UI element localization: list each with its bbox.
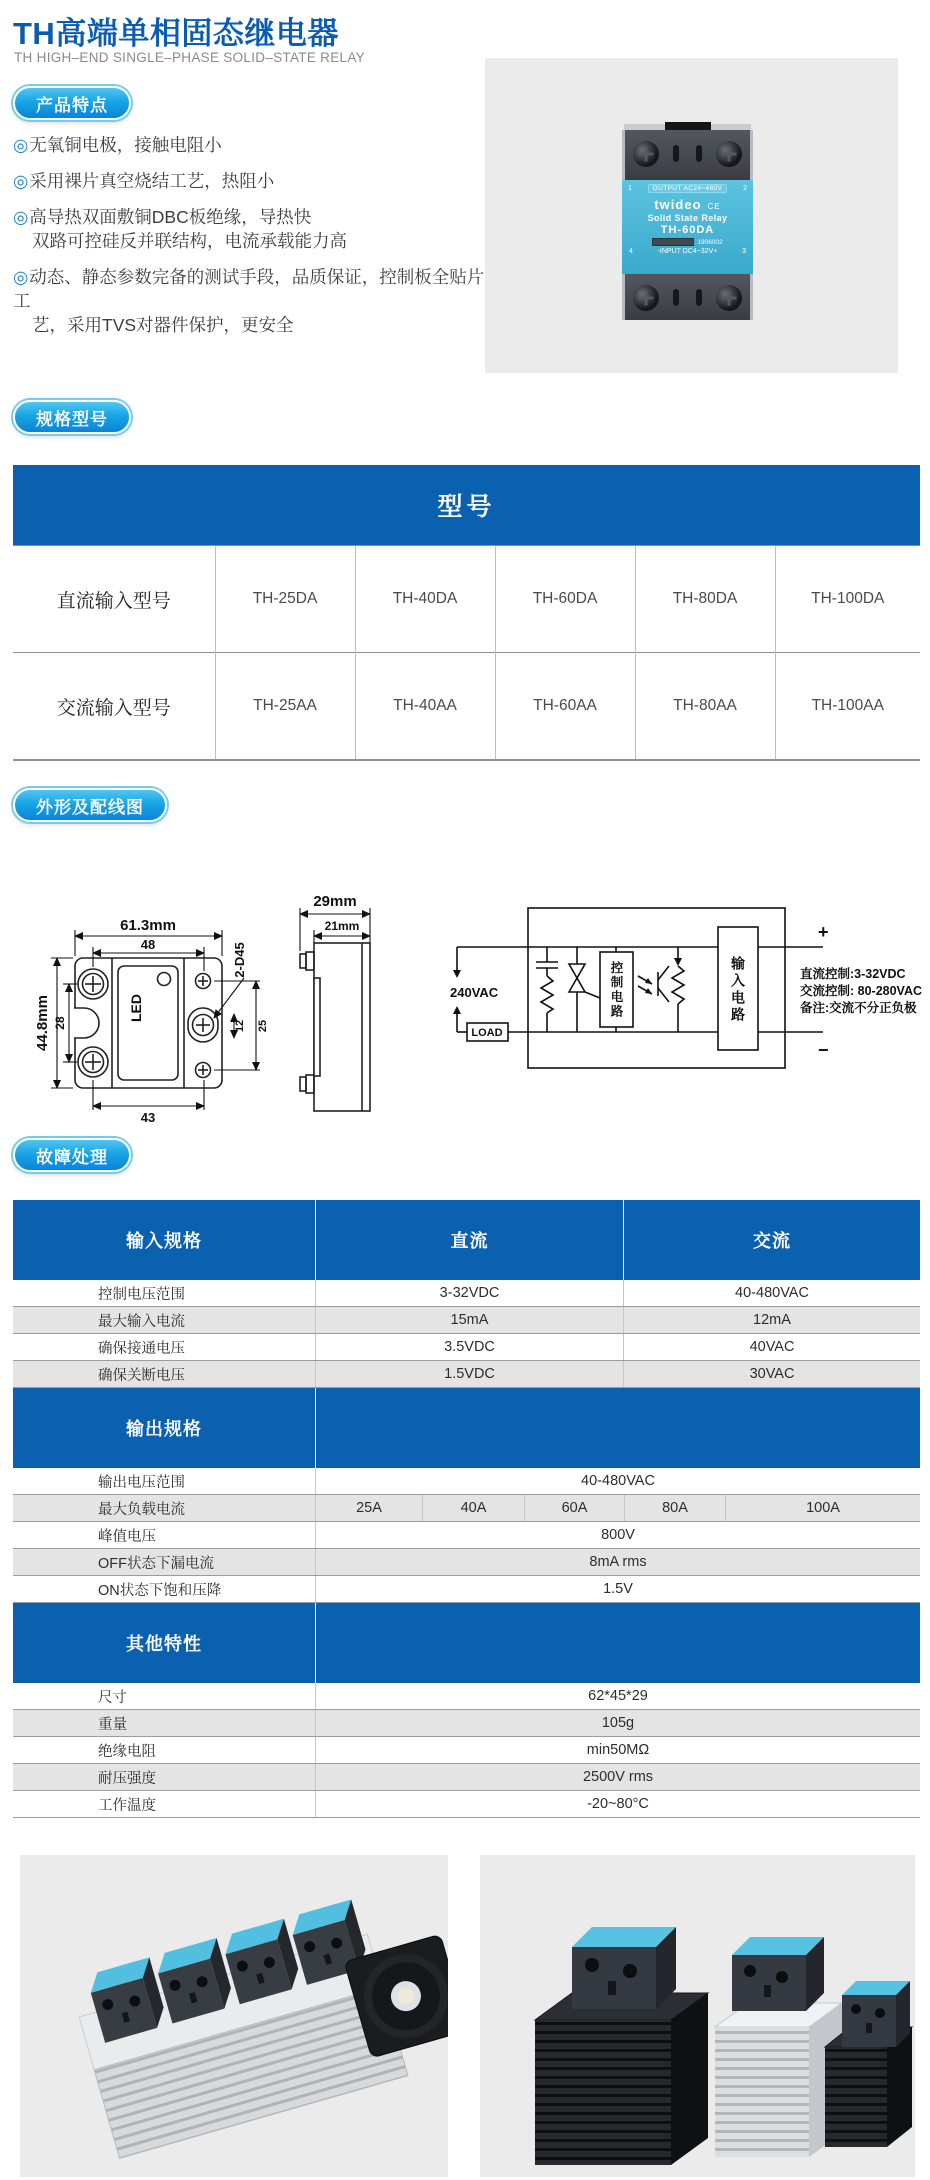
relay-label-face [622, 180, 753, 274]
side-width-label: 29mm [313, 893, 357, 910]
load-label: LOAD [471, 1027, 503, 1039]
spec-input-header-ac: 交流 [753, 1231, 791, 1251]
spec-label: 耐压强度 [13, 1764, 316, 1790]
terminal-slot [673, 145, 679, 162]
badge-outline-wiring [13, 788, 167, 822]
badge-fault-handling-label: 故障处理 [36, 1147, 108, 1167]
hole-label: 2-D45 [232, 942, 247, 978]
relay-heatsink-fan-image [20, 1855, 448, 2177]
product-photo [485, 58, 898, 373]
wiring-diagram [448, 858, 930, 1073]
spec-row [13, 1361, 920, 1388]
feature-text: 高导热双面敷铜DBC板绝缘，导热快 [29, 207, 312, 227]
terminal-slot [673, 289, 679, 306]
spec-label: 重量 [13, 1710, 316, 1736]
feature-item [13, 133, 485, 157]
spec-row [13, 1468, 920, 1495]
spec-value: 105g [601, 1715, 635, 1731]
spec-label: 绝缘电阻 [13, 1737, 316, 1763]
relay-input-terminal-block [622, 274, 753, 320]
relay-output-terminal-block [622, 130, 753, 180]
spec-value: 2500V rms [582, 1769, 654, 1785]
dim-inner-height-label: 28 [53, 1016, 67, 1030]
spec-other-header [13, 1603, 920, 1683]
badge-model-spec [13, 400, 131, 434]
spec-value-dc: 3-32VDC [316, 1280, 624, 1306]
feature-text: 动态、静态参数完备的测试手段，品质保证，控制板全贴片工 [13, 267, 485, 311]
load-current-cell: 100A [806, 1500, 840, 1516]
circuit-note-1: 直流控制:3-32VDC [800, 967, 906, 981]
load-current-cell: 80A [625, 1495, 726, 1521]
model-cell: TH-25DA [215, 546, 355, 653]
feature-item [13, 265, 485, 337]
model-cell: TH-40DA [355, 546, 495, 653]
relay-product-line: Solid State Relay [647, 213, 728, 223]
spec-output-header [13, 1388, 920, 1468]
input-circuit-label: 输入电路 [730, 956, 746, 1024]
relay-serial: 1906002 [697, 238, 723, 246]
relay-module [572, 1927, 676, 2009]
relay-front-outline [74, 958, 222, 1088]
relay-image [622, 124, 753, 320]
model-cell: TH-60DA [495, 546, 635, 653]
spec-label: 确保接通电压 [13, 1334, 316, 1360]
feature-text: 双路可控硅反并联结构，电流承载能力高 [32, 231, 347, 251]
table-row-ac [13, 653, 920, 761]
spec-value: 1.5V [603, 1581, 633, 1597]
photo-relay-heatsink-fan [20, 1855, 448, 2177]
spec-value: min50MΩ [586, 1742, 650, 1758]
spec-label: 控制电压范围 [13, 1280, 316, 1306]
spec-value-dc: 15mA [316, 1307, 624, 1333]
model-cell: TH-80AA [635, 653, 775, 761]
spec-row [13, 1764, 920, 1791]
heatsink-tower-black-large [535, 1927, 708, 2165]
dim-12-label: 12 [234, 1019, 246, 1033]
relay-module [842, 1981, 910, 2047]
spec-value-ac: 40-480VAC [735, 1285, 809, 1301]
heatsink-assembly [69, 1879, 448, 2159]
terminal-screw-icon [633, 141, 659, 167]
spec-label: 确保关断电压 [13, 1361, 316, 1387]
spec-row [13, 1737, 920, 1764]
circuit-note-3: 备注:交流不分正负极 [800, 1001, 917, 1015]
plus-terminal: + [818, 922, 829, 942]
bullet-icon: ◎ [13, 267, 29, 287]
spec-label: 峰值电压 [13, 1522, 316, 1548]
relay-model: TH-60DA [660, 224, 715, 236]
spec-row [13, 1576, 920, 1603]
spec-input-header-title: 输入规格 [13, 1200, 316, 1280]
source-label: 240VAC [450, 985, 499, 1000]
model-cell: TH-80DA [635, 546, 775, 653]
feature-list [13, 133, 485, 349]
side-view-drawing [292, 848, 412, 1133]
feature-text: 无氧铜电极，接触电阻小 [29, 135, 222, 155]
dim-width-label: 61.3mm [120, 917, 176, 934]
dim-bottom-label: 43 [140, 1110, 156, 1125]
relay-barcode [652, 238, 694, 246]
badge-product-features-label: 产品特点 [36, 95, 108, 115]
heatsink-tower-silver [715, 1937, 842, 2157]
spec-output-header-title: 输出规格 [13, 1388, 316, 1468]
bullet-icon: ◎ [13, 135, 29, 155]
terminal-slot [696, 145, 702, 162]
badge-product-features [13, 86, 131, 120]
side-inner-width-label: 21mm [324, 919, 360, 933]
load-current-cell: 60A [525, 1495, 625, 1521]
control-circuit-label: 控制电路 [609, 961, 623, 1019]
terminal-slot [696, 289, 702, 306]
spec-input-header [13, 1200, 920, 1280]
relay-input-rating: -INPUT DC4~32V+ [657, 248, 718, 255]
circuit-labels [450, 922, 922, 1060]
row-label: 交流输入型号 [13, 653, 215, 761]
relay-side-outline [300, 943, 370, 1111]
spec-input-header-dc: 直流 [316, 1200, 624, 1280]
spec-value-dc: 1.5VDC [316, 1361, 624, 1387]
spec-label: 最大输入电流 [13, 1307, 316, 1333]
front-view-drawing [0, 848, 300, 1133]
spec-value: 8mA rms [589, 1554, 647, 1570]
spec-label: 最大负载电流 [13, 1495, 316, 1521]
spec-row [13, 1549, 920, 1576]
row-label: 直流输入型号 [13, 546, 215, 653]
load-current-cell: 25A [316, 1495, 423, 1521]
feature-text: 采用裸片真空烧结工艺，热阻小 [29, 171, 275, 191]
spec-row [13, 1307, 920, 1334]
led-label: LED [128, 994, 144, 1022]
spec-value: 62*45*29 [588, 1688, 648, 1704]
badge-outline-wiring-label: 外形及配线图 [36, 797, 144, 817]
model-cell: TH-100DA [775, 546, 920, 653]
feature-item [13, 205, 485, 253]
model-cell: TH-100AA [775, 653, 920, 761]
spec-value: -20~80°C [587, 1796, 649, 1812]
model-cell: TH-25AA [215, 653, 355, 761]
page-subtitle: TH HIGH–END SINGLE–PHASE SOLID–STATE RELAY [14, 50, 365, 65]
spec-label: OFF状态下漏电流 [13, 1549, 316, 1575]
spec-other-header-title: 其他特性 [13, 1603, 316, 1683]
spec-value-dc: 3.5VDC [316, 1334, 624, 1360]
terminal-screw-icon [716, 285, 742, 311]
relay-pin2: 2 [743, 185, 747, 192]
spec-row [13, 1522, 920, 1549]
bullet-icon: ◎ [13, 171, 29, 191]
dim-height-label: 44.8mm [34, 995, 51, 1051]
spec-label: 输出电压范围 [13, 1468, 316, 1494]
relay-module [732, 1937, 824, 2011]
table-row-dc [13, 546, 920, 653]
spec-label: 工作温度 [13, 1791, 316, 1817]
spec-value: 40-480VAC [581, 1473, 655, 1489]
load-current-cell: 40A [423, 1495, 525, 1521]
badge-model-spec-label: 规格型号 [36, 409, 108, 429]
feature-text: 艺，采用TVS对器件保护，更安全 [32, 315, 294, 335]
model-cell: TH-40AA [355, 653, 495, 761]
feature-item [13, 169, 485, 193]
spec-label: 尺寸 [13, 1683, 316, 1709]
spec-row [13, 1495, 920, 1522]
dim-25-label: 25 [257, 1019, 269, 1033]
spec-value-ac: 30VAC [749, 1366, 795, 1382]
spec-label: ON状态下饱和压降 [13, 1576, 316, 1602]
model-table-title: 型号 [13, 465, 920, 546]
spec-value-ac: 40VAC [749, 1339, 795, 1355]
relay-pin3: 3 [742, 248, 746, 255]
spec-value-ac: 12mA [753, 1312, 791, 1328]
circuit-note-2: 交流控制: 80-280VAC [800, 984, 923, 998]
spec-row [13, 1710, 920, 1737]
spec-row [13, 1334, 920, 1361]
spec-table [13, 1200, 920, 1818]
page-title: TH高端单相固态继电器 [13, 16, 339, 51]
relay-brand: twideo [654, 197, 702, 212]
ce-mark: CE [707, 202, 721, 211]
terminal-screw-icon [633, 285, 659, 311]
minus-terminal: − [818, 1040, 829, 1060]
relay-pin4: 4 [629, 248, 633, 255]
relay-pin1: 1 [628, 185, 632, 192]
photo-relay-heatsink-group [480, 1855, 915, 2177]
spec-value: 800V [601, 1527, 635, 1543]
bullet-icon: ◎ [13, 207, 29, 227]
spec-row [13, 1280, 920, 1307]
model-cell: TH-60AA [495, 653, 635, 761]
relay-top-tab [665, 122, 711, 130]
circuit-lines [453, 908, 823, 1068]
spec-row [13, 1791, 920, 1818]
dim-inner-width-label: 48 [140, 937, 156, 952]
dimension-labels [313, 893, 359, 933]
spec-row [13, 1683, 920, 1710]
model-table [13, 465, 920, 761]
badge-fault-handling [13, 1138, 131, 1172]
relay-output-rating: OUTPUT AC24~480V [648, 184, 728, 193]
terminal-screw-icon [716, 141, 742, 167]
relay-heatsink-group-image [480, 1855, 915, 2177]
